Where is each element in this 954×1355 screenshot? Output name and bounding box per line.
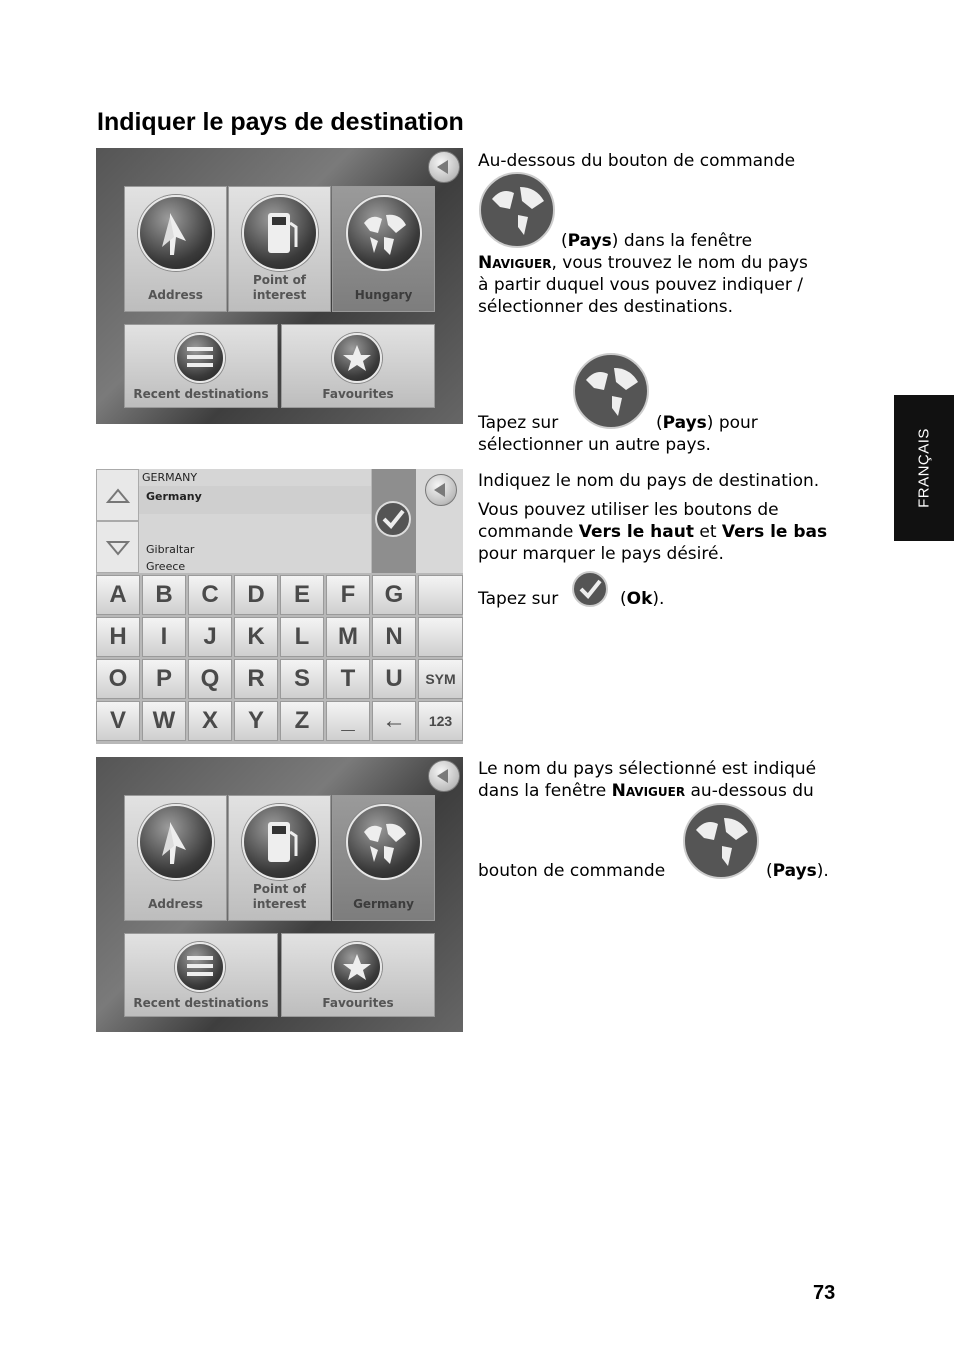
language-tab (894, 395, 954, 541)
triangle-down-icon (97, 522, 140, 574)
poi-label: Point of interest (252, 882, 307, 911)
key-S[interactable]: S (280, 659, 324, 699)
fuel-pump-icon (242, 804, 318, 880)
point-of-interest-button[interactable] (228, 186, 331, 312)
globe-icon (682, 802, 760, 880)
key-N[interactable]: N (372, 617, 416, 657)
fuel-pump-icon (242, 195, 318, 271)
checkmark-icon (571, 570, 609, 608)
paragraph-2a: Tapez sur (478, 413, 559, 433)
recent-destinations-button[interactable] (124, 933, 278, 1017)
key-←[interactable]: ← (372, 701, 416, 741)
list-icon (175, 942, 225, 992)
list-item[interactable]: Gibraltar (146, 543, 195, 556)
address-label: Address (148, 288, 203, 302)
paragraph-4c: pour marquer le pays désiré. (478, 544, 724, 564)
favourites-label: Favourites (322, 387, 394, 401)
ok-button[interactable] (372, 469, 416, 573)
language-tab-label: FRANÇAIS (915, 428, 933, 508)
country-label: Germany (353, 897, 414, 911)
key-_[interactable]: _ (326, 701, 370, 741)
key-123[interactable]: 123 (418, 701, 463, 741)
flag-icon (138, 804, 214, 880)
globe-icon (478, 171, 556, 249)
key-U[interactable]: U (372, 659, 416, 699)
paragraph-5a: Tapez sur (478, 589, 559, 609)
poi-label: Point of interest (252, 273, 307, 302)
address-button[interactable] (124, 186, 227, 312)
paragraph-1a: Au-dessous du bouton de commande (478, 151, 796, 171)
checkmark-icon (372, 469, 416, 573)
paragraph-3: Indiquez le nom du pays de destination. (478, 471, 820, 491)
page-title: Indiquer le pays de destination (97, 108, 464, 136)
address-label: Address (148, 897, 203, 911)
key-SYM[interactable]: SYM (418, 659, 463, 699)
key-X[interactable]: X (188, 701, 232, 741)
list-item[interactable]: Germany (146, 490, 202, 503)
paragraph-1d: à partir duquel vous pouvez indiquer / (478, 275, 803, 295)
key-E[interactable]: E (280, 575, 324, 615)
paragraph-5b: (Ok). (620, 589, 665, 609)
favourites-button[interactable] (281, 324, 435, 408)
list-item[interactable]: Greece (146, 560, 186, 573)
key-J[interactable]: J (188, 617, 232, 657)
paragraph-6c: bouton de commande (478, 861, 666, 881)
country-list[interactable] (139, 469, 371, 573)
scroll-down-button[interactable] (96, 521, 139, 573)
key-Y[interactable]: Y (234, 701, 278, 741)
paragraph-4b: commande Vers le haut et Vers le bas (478, 522, 828, 542)
country-keyboard-screen (96, 469, 463, 744)
back-arrow-icon[interactable] (425, 474, 457, 506)
recent-destinations-button[interactable] (124, 324, 278, 408)
key-V[interactable]: V (96, 701, 140, 741)
favourites-button[interactable] (281, 933, 435, 1017)
navigator-screen-2 (96, 757, 463, 1032)
key-K[interactable]: K (234, 617, 278, 657)
country-label: Hungary (354, 288, 413, 302)
key-blank[interactable] (418, 575, 463, 615)
key-P[interactable]: P (142, 659, 186, 699)
scroll-up-button[interactable] (96, 469, 139, 521)
key-Q[interactable]: Q (188, 659, 232, 699)
paragraph-2c: sélectionner un autre pays. (478, 435, 711, 455)
recent-destinations-label: Recent destinations (133, 996, 269, 1010)
key-A[interactable]: A (96, 575, 140, 615)
key-W[interactable]: W (142, 701, 186, 741)
key-B[interactable]: B (142, 575, 186, 615)
key-O[interactable]: O (96, 659, 140, 699)
key-Z[interactable]: Z (280, 701, 324, 741)
paragraph-2b: (Pays) pour (656, 413, 758, 433)
point-of-interest-button[interactable] (228, 795, 331, 921)
key-F[interactable]: F (326, 575, 370, 615)
key-R[interactable]: R (234, 659, 278, 699)
paragraph-6b: dans la fenêtre Naviguer au-dessous du (478, 781, 814, 801)
paragraph-1c: Naviguer, vous trouvez le nom du pays (478, 253, 808, 273)
recent-destinations-label: Recent destinations (133, 387, 269, 401)
paragraph-1b: (Pays) dans la fenêtre (561, 231, 753, 251)
list-header: GERMANY (142, 471, 198, 484)
globe-icon (346, 804, 422, 880)
list-icon (175, 333, 225, 383)
back-arrow-icon[interactable] (428, 760, 460, 792)
key-I[interactable]: I (142, 617, 186, 657)
right-column (416, 469, 463, 573)
key-H[interactable]: H (96, 617, 140, 657)
key-blank[interactable] (418, 617, 463, 657)
flag-icon (138, 195, 214, 271)
key-C[interactable]: C (188, 575, 232, 615)
key-T[interactable]: T (326, 659, 370, 699)
paragraph-4a: Vous pouvez utiliser les boutons de (478, 500, 779, 520)
key-G[interactable]: G (372, 575, 416, 615)
navigator-screen-1 (96, 148, 463, 424)
key-D[interactable]: D (234, 575, 278, 615)
globe-icon (346, 195, 422, 271)
country-button[interactable] (332, 186, 435, 312)
paragraph-6d: (Pays). (766, 861, 829, 881)
page-number: 73 (813, 1282, 836, 1304)
key-L[interactable]: L (280, 617, 324, 657)
triangle-up-icon (97, 470, 140, 522)
paragraph-6a: Le nom du pays sélectionné est indiqué (478, 759, 817, 779)
back-arrow-icon[interactable] (428, 151, 460, 183)
country-button[interactable] (332, 795, 435, 921)
globe-icon (572, 352, 650, 430)
address-button[interactable] (124, 795, 227, 921)
favourites-label: Favourites (322, 996, 394, 1010)
star-icon (332, 333, 382, 383)
paragraph-1e: sélectionner des destinations. (478, 297, 734, 317)
star-icon (332, 942, 382, 992)
key-M[interactable]: M (326, 617, 370, 657)
